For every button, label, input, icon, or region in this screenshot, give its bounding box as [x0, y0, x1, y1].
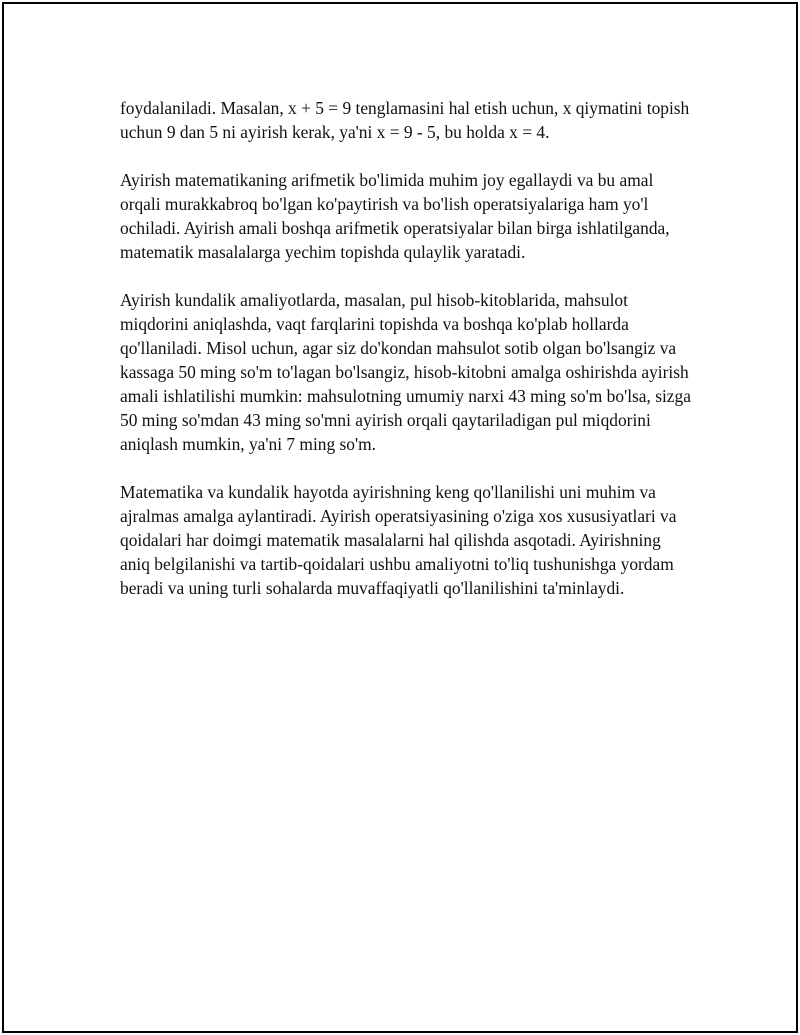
paragraph: Ayirish matematikaning arifmetik bo'limida muhim joy egallaydi va bu amal orqali murakkabroq bo'lgan ko'paytirish va bo'lish operatsiyalariga ham yo'l ochiladi. Ayirish amali boshqa arifmetik operatsiyalar bilan birga ishlatilganda, matematik masalalarga yechim topishda qulaylik yaratadi. — [120, 170, 670, 262]
document-body — [120, 96, 692, 624]
paragraph: Matematika va kundalik hayotda ayirishning keng qo'llanilishi uni muhim va ajralmas amalga aylantiradi. Ayirish operatsiyasining o'ziga xos xususiyatlari va qoidalari har doimgi matematik masalalarni hal qilishda asqotadi. Ayirishning aniq belgilanishi va tartib-qoidalari ushbu amaliyotni to'liq tushunishga yordam beradi va uning turli sohalarda muvaffaqiyatli qo'llanilishini ta'minlaydi. — [120, 482, 677, 598]
document-page — [2, 2, 798, 1033]
paragraph: Ayirish kundalik amaliyotlarda, masalan, pul hisob-kitoblarida, mahsulot miqdorini aniqlashda, vaqt farqlarini topishda va boshqa ko'plab hollarda qo'llaniladi. Misol uchun, agar siz do'kondan mahsulot sotib olgan bo'lsangiz va kassaga 50 ming so'm to'lagan bo'lsangiz, hisob-kitobni amalga oshirishda ayirish amali ishlatilishi mumkin: mahsulotning umumiy narxi 43 ming so'm bo'lsa, sizga 50 ming so'mdan 43 ming so'mni ayirish orqali qaytariladigan pul miqdorini aniqlash mumkin, ya'ni 7 ming so'm. — [120, 290, 691, 454]
paragraph: foydalaniladi. Masalan, x + 5 = 9 tenglamasini hal etish uchun, x qiymatini topish uchun 9 dan 5 ni ayirish kerak, ya'ni x = 9 - 5, bu holda x = 4. — [120, 98, 690, 142]
